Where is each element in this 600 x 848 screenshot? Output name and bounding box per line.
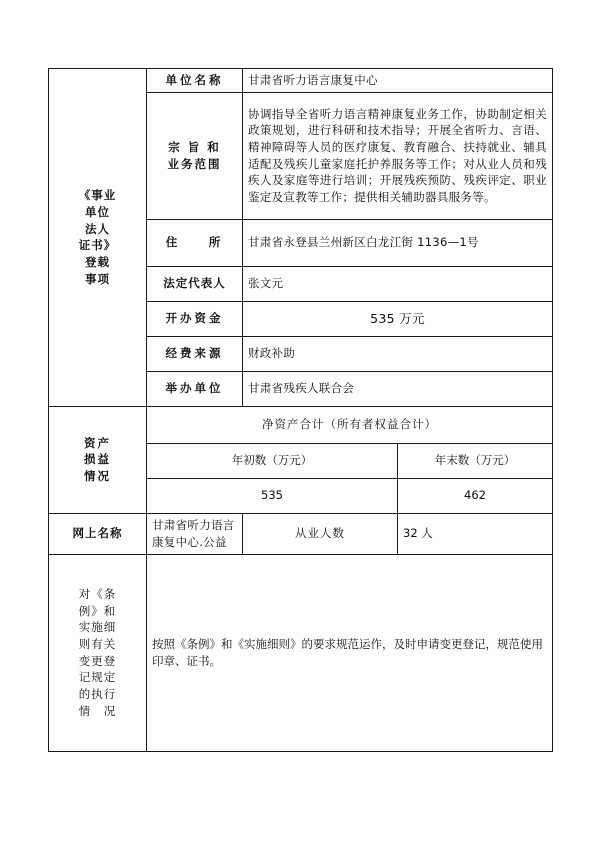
row-label-web-name: 网上名称: [49, 513, 147, 554]
heading-line: 情况: [84, 469, 111, 483]
row-label-legal-rep: 法定代表人: [147, 266, 243, 301]
asset-title: 净资产合计（所有者权益合计）: [147, 406, 553, 443]
row-value-legal-rep: 张文元: [243, 266, 553, 301]
row-label-startup-funds: 开办资金: [147, 301, 243, 336]
table-row: [49, 406, 553, 443]
asset-value-end: 462: [398, 478, 553, 513]
heading-line: 则有关: [78, 637, 117, 651]
row-label-line: 宗 旨 和: [168, 140, 221, 154]
table-row: [49, 554, 553, 751]
section-heading-registration: [49, 69, 147, 407]
section-heading-compliance: [49, 554, 147, 751]
heading-line: 实施细: [78, 620, 117, 635]
table-row: [49, 513, 553, 554]
heading-line: 的执行: [78, 687, 117, 702]
section-body-compliance: 按照《条例》和《实施细则》的要求规范运作，及时申请变更登记，规范使用印章、证书。: [147, 554, 553, 751]
row-value-funding-source: 财政补助: [243, 336, 553, 371]
heading-line: 变更登: [78, 653, 117, 668]
row-value-unit-name: 甘肃省听力语言康复中心: [243, 69, 553, 93]
row-label-unit-name: 单位名称: [147, 69, 243, 93]
heading-line: 法人: [85, 221, 110, 236]
table-row: [49, 69, 553, 93]
heading-line: 情 况: [78, 703, 117, 718]
heading-line: 证书》: [78, 238, 117, 253]
row-value-startup-funds: 535 万元: [243, 301, 553, 336]
heading-line: 例》和: [78, 603, 117, 618]
section-heading-assets: [49, 406, 147, 513]
row-value-organizer: 甘肃省残疾人联合会: [243, 371, 553, 406]
row-value-address: 甘肃省永登县兰州新区白龙江街 1136—1号: [243, 219, 553, 266]
asset-value-begin: 535: [147, 478, 398, 513]
row-label-purpose-scope: [147, 92, 243, 219]
heading-line: 对《条: [78, 586, 117, 601]
heading-line: 损益: [84, 452, 111, 467]
row-label-address: 住 所: [147, 219, 243, 266]
heading-line: 事项: [85, 271, 110, 286]
row-label-line: 业务范围: [167, 156, 222, 171]
row-value-purpose-scope: 协调指导全省听力语言精神康复业务工作，协助制定相关政策规划，进行科研和技术指导；开展全省听力、言语、精神障碍等人员的医疗康复、教育融合、扶持就业、辅具适配及残疾儿童家庭托护养服务等工作；对从业人员和残疾人及家庭等进行培训；开展残疾预防、残疾评定、职业鉴定及宣教等工作；提供相关辅助器具服务等。: [243, 92, 553, 219]
row-value-staff-count: 32 人: [398, 513, 553, 554]
asset-col-header-end: 年末数（万元）: [398, 443, 553, 478]
heading-line: 登载: [85, 255, 110, 269]
heading-line: 单位: [85, 204, 110, 219]
row-value-web-name: 甘肃省听力语言康复中心.公益: [147, 513, 243, 554]
heading-line: 记规定: [78, 670, 117, 685]
row-label-funding-source: 经费来源: [147, 336, 243, 371]
heading-line: 《事业: [78, 188, 117, 203]
heading-line: 资产: [84, 435, 111, 450]
asset-col-header-begin: 年初数（万元）: [147, 443, 398, 478]
row-label-organizer: 举办单位: [147, 371, 243, 406]
row-label-staff-count: 从业人数: [243, 513, 398, 554]
registration-table: [48, 68, 553, 752]
